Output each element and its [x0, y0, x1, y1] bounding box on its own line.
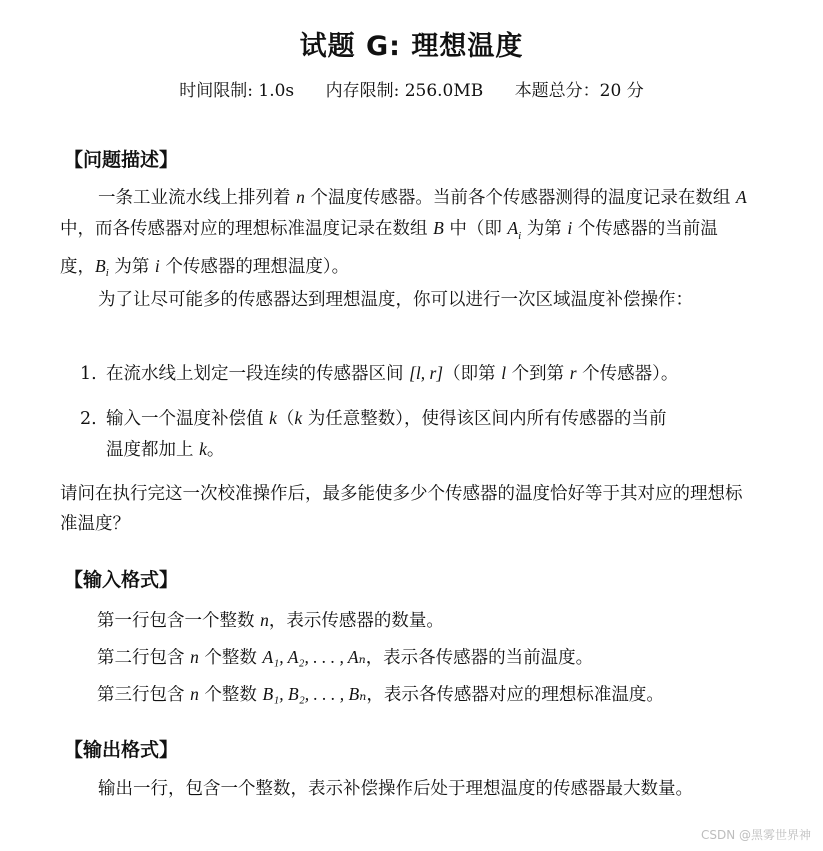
total-score: 本题总分：20 分: [514, 81, 644, 101]
step-2: 2. 输入一个温度补偿值 k（k 为任意整数），使得该区间内所有传感器的当前 温度都加上 k。: [80, 408, 667, 460]
description-paragraph-1: 一条工业流水线上排列着 n 个温度传感器。当前各个传感器测得的温度记录在数组 A 中，而各传感器对应的理想标准温度记录在数组 B 中（即 $A_i$ 为第 i 个传感器的当前温度，$B_i$ 为第 i 个传感器的理想温度）。: [60, 187, 747, 279]
description-paragraph-2: 为了让尽可能多的传感器达到理想温度，你可以进行一次区域温度补偿操作：: [98, 290, 693, 310]
output-format-heading: 【输出格式】: [64, 739, 179, 761]
input-format-heading: 【输入格式】: [64, 569, 179, 591]
problem-title: 试题 G: 理想温度: [299, 31, 524, 62]
watermark: CSDN @黑雾世界神: [700, 828, 811, 842]
input-line-3: 第三行包含 n 个整数 B₁, B₂, . . . , Bₙ，表示各传感器对应的理想标准温度。: [97, 684, 664, 705]
memory-limit: 内存限制: 256.0MB: [325, 81, 484, 101]
input-line-1: 第一行包含一个整数 n，表示传感器的数量。: [97, 610, 444, 631]
description-paragraph-3: 请问在执行完这一次校准操作后，最多能使多少个传感器的温度恰好等于其对应的理想标准温度？: [60, 484, 743, 534]
output-format-text: 输出一行，包含一个整数，表示补偿操作后处于理想温度的传感器最大数量。: [98, 779, 693, 799]
problem-meta: [0, 76, 823, 101]
step-1: 1. 在流水线上划定一段连续的传感器区间 [l, r]（即第 l 个到第 r 个传感器）。: [80, 363, 679, 384]
input-line-2: 第二行包含 n 个整数 A₁, A₂, . . . , Aₙ，表示各传感器的当前温度。: [97, 647, 594, 668]
description-heading: 【问题描述】: [64, 149, 179, 171]
time-limit: 时间限制: 1.0s: [179, 81, 295, 101]
